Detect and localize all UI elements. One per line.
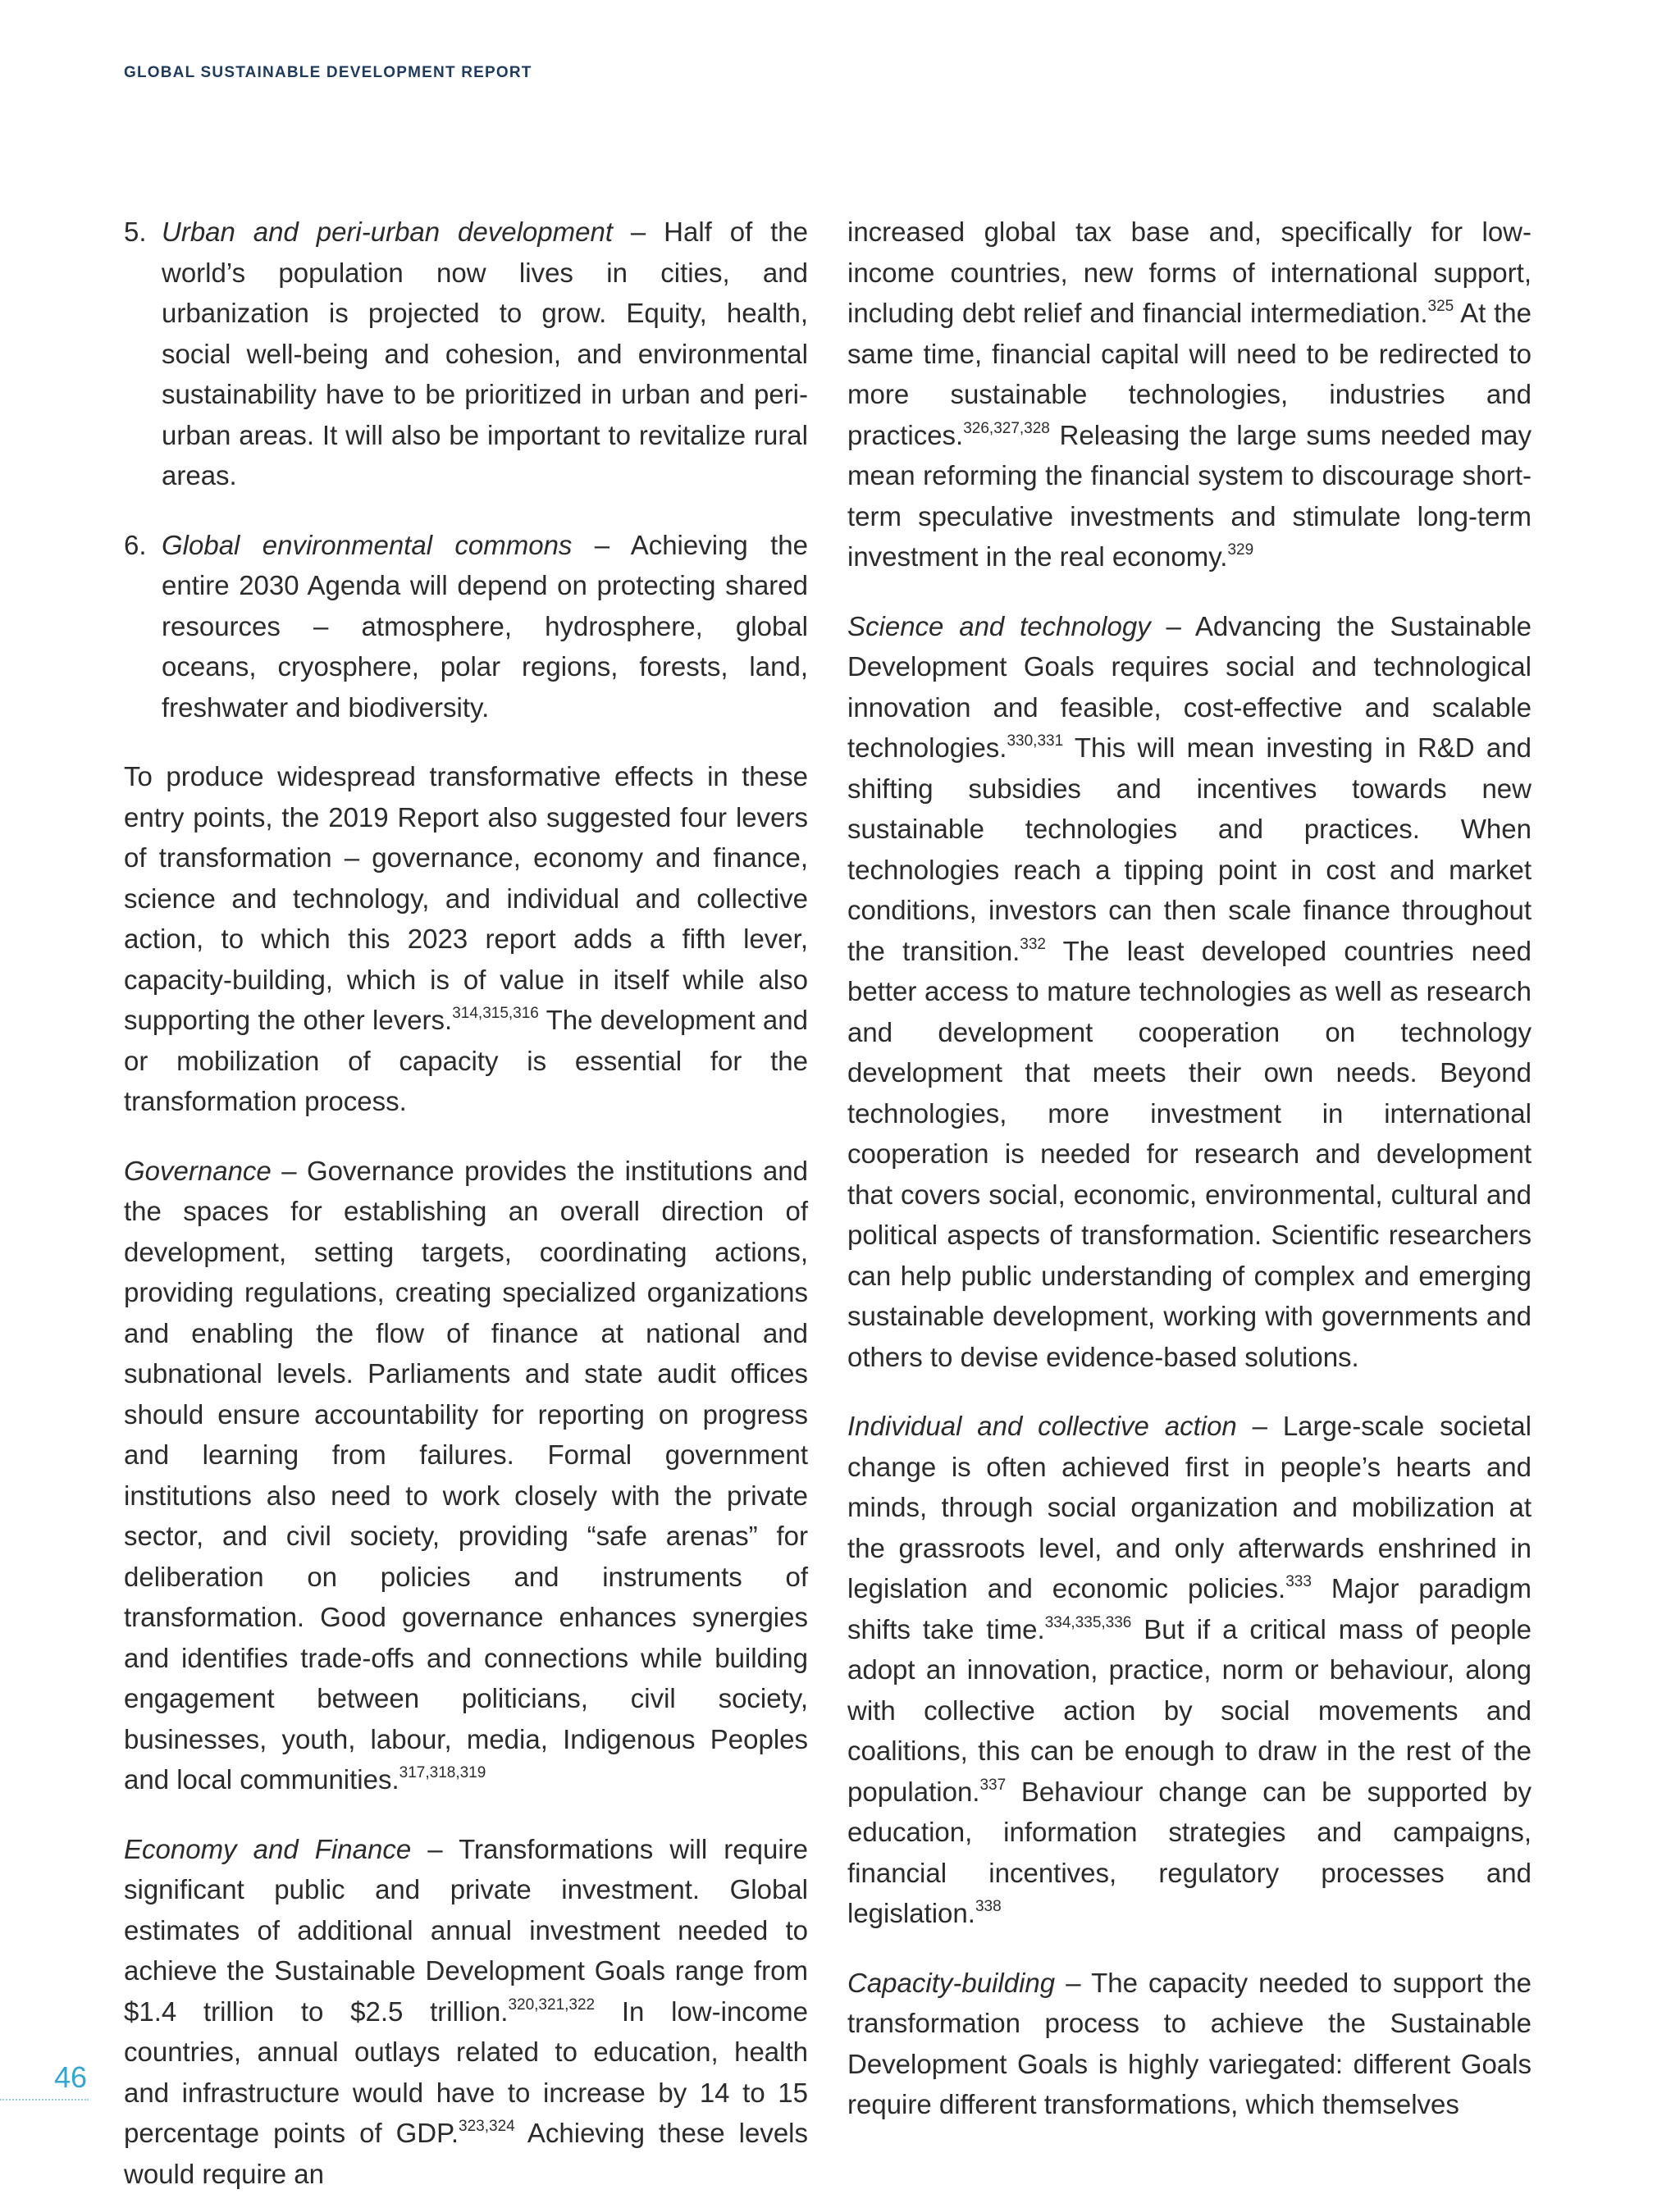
list-item (124, 212, 808, 496)
entry-points-list (124, 212, 808, 728)
left-column (124, 212, 808, 2194)
section-lead-title: Capacity-building (847, 1968, 1055, 1998)
section-lead-title: Individual and collective action (847, 1411, 1237, 1441)
paragraph-text: increased global tax base and, specifically for low-income countries, new forms of international support, including debt relief and financial intermediation. (847, 217, 1532, 328)
list-item-number: 5. (124, 212, 147, 253)
footnote-ref: 323,324 (459, 2118, 515, 2135)
paragraph-text: In low-income countries, annual outlays related to education, health and infrastructure would have to increase by 14 to 15 percentage points of GDP. (124, 1996, 808, 2149)
footnote-ref: 325 (1428, 298, 1454, 315)
paragraph-text: The least developed countries need better access to mature technologies as well as research and development cooperation on technology development that meets their own needs. Beyond technologies, more investment in international cooperation is needed for research and development that covers social, economic, environmental, cultural and political aspects of transformation. Scientific researchers can help public understanding of complex and emerging sustainable development, working with governments and others to devise evidence-based solutions. (847, 936, 1532, 1372)
footnote-ref: 330,331 (1007, 732, 1063, 750)
list-item-text: – Achieving the entire 2030 Agenda will depend on protecting shared resources – atmosphere, hydrosphere, global oceans, cryosphere, polar regions, forests, land, freshwater and biodiversity. (162, 530, 808, 723)
footnote-ref: 320,321,322 (508, 1996, 595, 2014)
levers-paragraph (124, 756, 808, 1122)
footnote-ref: 326,327,328 (963, 420, 1050, 437)
capacity-paragraph (847, 1963, 1532, 2125)
economy-paragraph (124, 1829, 808, 2194)
paragraph-text: – Large-scale societal change is often achieved first in people’s hearts and minds, through social organization and mobilization at the grassroots level, and only afterwards enshrined in legislation and economic policies. (847, 1411, 1532, 1603)
footnote-ref: 329 (1227, 541, 1253, 559)
paragraph-text: This will mean investing in R&D and shifting subsidies and incentives towards new sustainable technologies and practices. When technologies reach a tipping point in cost and market conditions, investors can then scale finance throughout the transition. (847, 732, 1532, 966)
section-lead-title: Governance (124, 1156, 272, 1186)
section-lead-title: Economy and Finance (124, 1834, 411, 1864)
economy-continued-paragraph (847, 212, 1532, 577)
paragraph-text: Behaviour change can be supported by education, information strategies and campaigns, financial incentives, regulatory processes and legislation. (847, 1777, 1532, 1929)
running-header: GLOBAL SUSTAINABLE DEVELOPMENT REPORT (124, 64, 532, 82)
individual-action-paragraph (847, 1406, 1532, 1934)
right-column (847, 212, 1532, 2125)
footnote-ref: 332 (1020, 936, 1046, 953)
governance-paragraph (124, 1151, 808, 1800)
footnote-ref: 338 (975, 1898, 1002, 1915)
paragraph-text: – Governance provides the institutions and the spaces for establishing an overall direction of development, setting targets, coordinating actions, providing regulations, creating specialized organizations and enabling the flow of finance at national and subnational levels. Parliaments and state audit offices should ensure accountability for reporting on progress and learning from failures. Formal government institutions also need to work closely with the private sector, and civil society, providing “safe arenas” for deliberation on policies and instruments of transformation. Good governance enhances synergies and identifies trade-offs and connections while building engagement between politicians, civil society, businesses, youth, labour, media, Indigenous Peoples and local communities. (124, 1156, 808, 1795)
list-item-number: 6. (124, 525, 147, 566)
paragraph-text: Releasing the large sums needed may mean reforming the financial system to discourage short-term speculative investments and stimulate long-term investment in the real economy. (847, 420, 1532, 572)
paragraph-text: At the same time, financial capital will need to be redirected to more sustainable technologies, industries and practices. (847, 298, 1532, 450)
list-item-text: – Half of the world’s population now lives in cities, and urbanization is projected to grow. Equity, health, social well-being and cohesion, and environmental sustainability have to be prioritized in urban and peri-urban areas. It will also be important to revitalize rural areas. (162, 217, 808, 490)
paragraph-text: – Advancing the Sustainable Development Goals requires social and technological innovation and feasible, cost-effective and scalable technologies. (847, 611, 1532, 764)
list-item-title: Urban and peri-urban development (162, 217, 613, 247)
section-lead-title: Science and technology (847, 611, 1151, 641)
paragraph-text: – Transformations will require significant public and private investment. Global estimates of additional annual investment needed to achieve the Sustainable Development Goals range from $1.4 trillion to $2.5 trillion. (124, 1834, 808, 2027)
paragraph-text: – The capacity needed to support the transformation process to achieve the Sustainable Development Goals is highly variegated: different Goals require different transformations, which themselves (847, 1968, 1532, 2120)
paragraph-text: Achieving these levels would require an (124, 2118, 808, 2189)
list-item-title: Global environmental commons (162, 530, 572, 560)
paragraph-text: But if a critical mass of people adopt an innovation, practice, norm or behaviour, along with collective action by social movements and coalitions, this can be enough to draw in the rest of the population. (847, 1614, 1532, 1807)
paragraph-text: Major paradigm shifts take time. (847, 1573, 1532, 1644)
page-number-rule (0, 2099, 89, 2100)
science-paragraph (847, 606, 1532, 1378)
page-number: 46 (54, 2060, 87, 2095)
list-item (124, 525, 808, 728)
footnote-ref: 334,335,336 (1045, 1614, 1132, 1631)
paragraph-text: To produce widespread transformative effects in these entry points, the 2019 Report also suggested four levers of transformation – governance, economy and finance, science and technology, and individual and collective action, to which this 2023 report adds a fifth lever, capacity-building, which is of value in itself while also supporting the other levers. (124, 761, 808, 1035)
paragraph-text: The development and or mobilization of capacity is essential for the transformation process. (124, 1005, 808, 1116)
footnote-ref: 317,318,319 (399, 1764, 486, 1781)
footnote-ref: 333 (1285, 1573, 1312, 1590)
footnote-ref: 337 (979, 1777, 1006, 1794)
footnote-ref: 314,315,316 (452, 1005, 539, 1022)
